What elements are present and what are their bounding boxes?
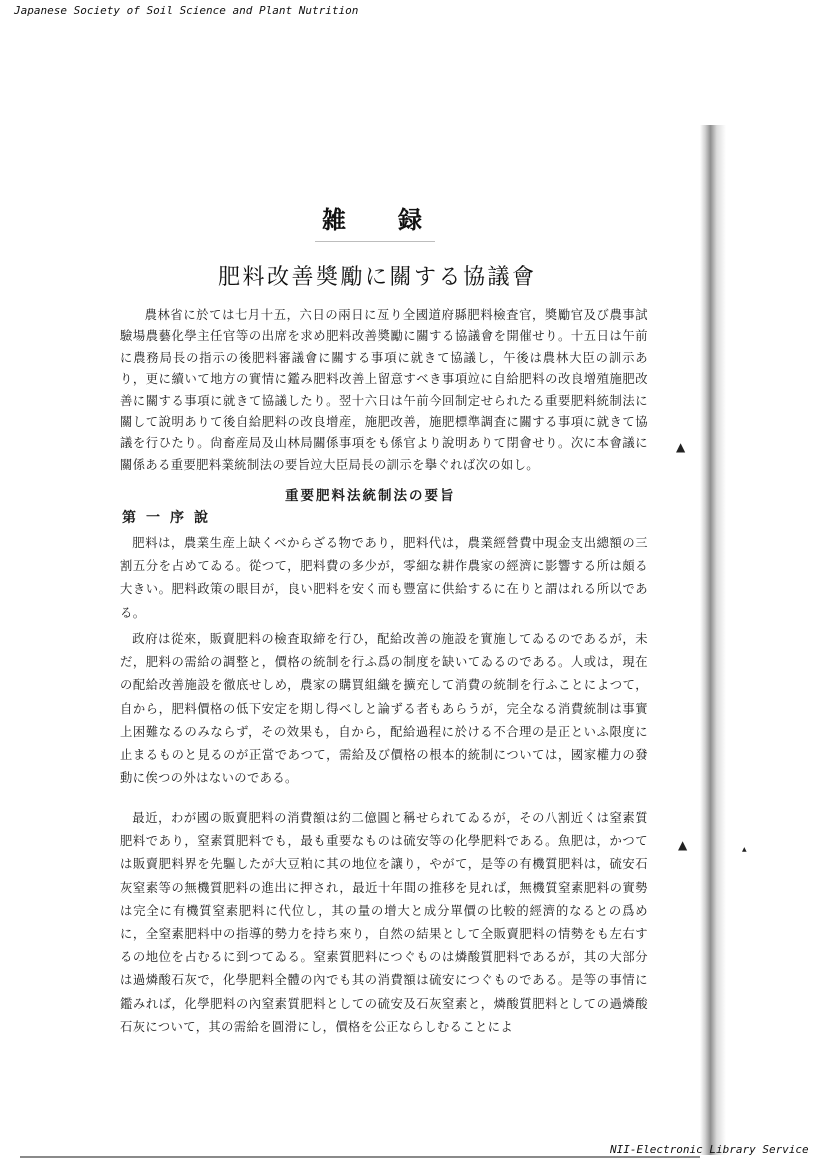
section-title-underline [315,241,435,242]
article-subtitle: 重要肥料法統制法の要旨 [285,488,456,504]
footer-service-name: NII-Electronic Library Service [610,1143,809,1156]
chapter-heading: 第一序說 [122,510,218,526]
body-paragraph-1: 肥料は，農業生産上缺くべからざる物であり，肥料代は，農業經營費中現金支出總額の三割五分を占めてゐる。從つて，肥料費の多少が，零細な耕作農家の經濟に影響する所は頗る大きい。肥料政策の眼目が，良い肥料を安く而も豐富に供給するに在りと謂はれる所以である。 [120,536,648,620]
scan-mark-3: ▲ [742,846,747,853]
section-title: 雑録 [322,205,474,234]
body-paragraph-3: 最近，わが國の販賣肥料の消費額は約二億圓と稱せられてゐるが，その八割近くは窒素質肥料であり，窒素質肥料でも，最も重要なものは硫安等の化學肥料である。魚肥は，かつては販賣肥料界を先驅したが大豆粕に其の地位を讓り，やがて，是等の有機質肥料は，硫安石灰窒素等の無機質肥料の進出に押され，最近十年間の推移を見れば，無機質窒素肥料の實勢は完全に有機質窒素肥料に代位し，其の量の增大と成分單價の比較的經濟的なるとの爲めに，全窒素肥料中の指導的勢力を持ち來り，自然の結果として全販賣肥料の情勢をも左右するの地位を占むるに到つてゐる。窒素質肥料につぐものは燐酸質肥料であるが，其の大部分は過燐酸石灰で，化學肥料全體の內でも其の消費額は硫安につぐものである。是等の事情に鑑みれば，化學肥料の內窒素質肥料としての硫安及石灰窒素と，燐酸質肥料としての過燐酸石灰について，其の需給を圓滑にし，價格を公正ならしむることによ [120,811,648,1034]
header-society-name: Japanese Society of Soil Science and Plant Nutrition [14,4,359,17]
scan-mark-2: ▲ [678,838,688,852]
article-intro: 農林省に於ては七月十五，六日の兩日に亙り全國道府縣肥料檢査官，奬勵官及び農事試驗場農藝化學主任官等の出席を求め肥料改善奬勵に關する協議會を開催せり。十五日は午前に農務局長の指示の後肥料審議會に關する事項に就きて協議し，午後は農林大臣の訓示あり，更に續いて地方の實情に鑑み肥料改善上留意すべき事項竝に自給肥料の改良增殖施肥改善に關する事項に就きて協議したり。翌十六日は午前今回制定せられたる重要肥料統制法に關して說明ありて後自給肥料の改良增産，施肥改善，施肥標準調査に關する事項に就きて協議を行ひたり。尙畜産局及山林局關係事項をも係官より說明ありて閉會せり。次に本會議に關係ある重要肥料業統制法の要旨竝大臣局長の訓示を擧ぐれば次の如し。 [120,308,648,472]
body-paragraph-2: 政府は從來，販賣肥料の檢査取締を行ひ，配給改善の施設を實施してゐるのであるが，未だ，肥料の需給の調整と，價格の統制を行ふ爲の制度を缺いてゐるのである。人或は，現在の配給改善施設を徹底せしめ，農家の購買組織を擴充して消費の統制を行ふことによつて，自から，肥料價格の低下安定を期し得べしと論ずる者もあらうが，完全なる消費統制は事實上困難なるのみならず，その效果も，自から，配給過程に於ける不合理の是正といふ限度に止まるものと見るのが正當であつて，需給及び價格の根本的統制については，國家權力の發動に俟つの外はないのである。 [120,632,648,786]
article-title: 肥料改善奬勵に關する協議會 [218,265,537,290]
bottom-rule [20,1156,700,1158]
scan-mark-1: ▲ [676,440,686,454]
scanned-page-edge [700,125,726,1155]
